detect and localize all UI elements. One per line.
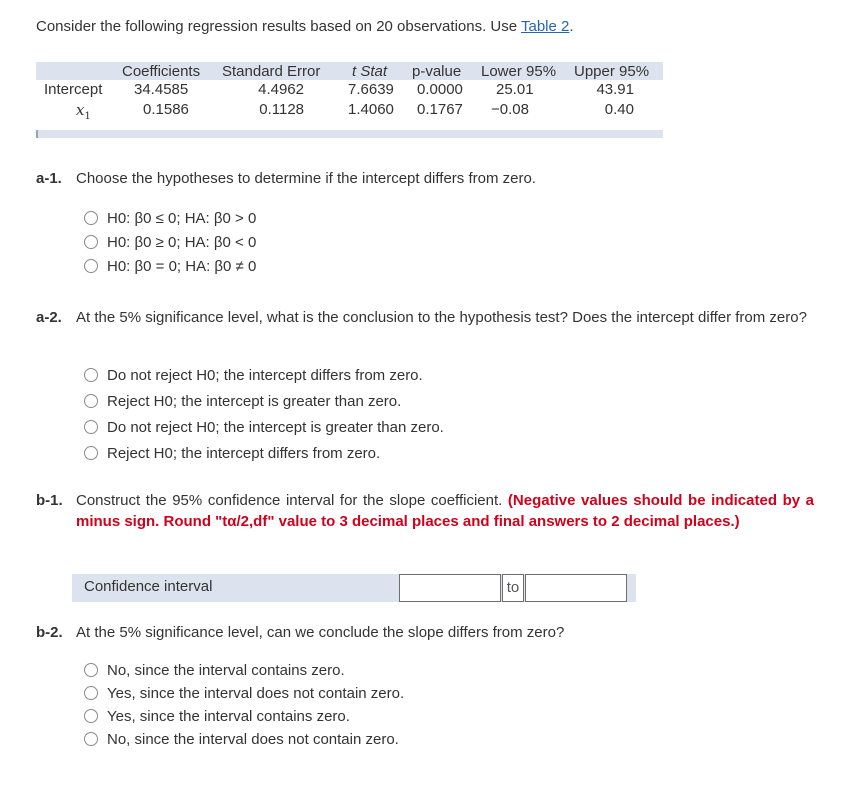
cell: 4.4962: [258, 81, 304, 98]
header-lower-95: Lower 95%: [481, 63, 557, 80]
rounding-instruction: (Negative values should be indicated by a minus sign. Round "tα/2,df" value to 3 decimal places and final answers to 2 decimal places.): [76, 492, 814, 530]
radio-button[interactable]: [84, 211, 98, 225]
table-footer-bar: [36, 130, 663, 138]
question-text: At the 5% significance level, what is the conclusion to the hypothesis test? Does the intercept differ from zero?: [76, 309, 807, 326]
cell: 0.1586: [143, 101, 189, 118]
option-label: H0: β0 = 0; HA: β0 ≠ 0: [107, 258, 257, 275]
radio-button[interactable]: [84, 420, 98, 434]
table-row: [36, 100, 663, 120]
cell: 0.1767: [417, 101, 463, 118]
question-b1: [36, 490, 814, 532]
option-label: H0: β0 ≤ 0; HA: β0 > 0: [107, 210, 257, 227]
table-2-link[interactable]: Table 2: [521, 18, 570, 35]
b2-option-3[interactable]: [84, 708, 350, 730]
question-number: a-2.: [36, 309, 62, 326]
option-label: Reject H0; the intercept differs from zero.: [107, 445, 381, 462]
regression-table: [36, 62, 663, 120]
row-label: $x_1$: [76, 101, 91, 122]
a1-option-3[interactable]: [84, 258, 256, 280]
radio-button[interactable]: [84, 732, 98, 746]
row-label: Intercept: [44, 81, 103, 98]
header-coefficients: Coefficients: [122, 63, 201, 80]
option-label: Yes, since the interval does not contain zero.: [107, 685, 405, 702]
question-a2: [36, 307, 814, 328]
question-number: a-1.: [36, 170, 62, 187]
radio-button[interactable]: [84, 394, 98, 408]
radio-button[interactable]: [84, 709, 98, 723]
cell: 43.91: [596, 81, 634, 98]
question-b2: [36, 622, 814, 643]
option-label: Reject H0; the intercept is greater than zero.: [107, 393, 402, 410]
option-label: Yes, since the interval contains zero.: [107, 708, 350, 725]
cell: 0.0000: [417, 81, 463, 98]
cell: 0.40: [604, 101, 634, 118]
option-label: H0: β0 ≥ 0; HA: β0 < 0: [107, 234, 257, 251]
b2-option-1[interactable]: [84, 662, 345, 684]
header-upper-95: Upper 95%: [574, 63, 650, 80]
a2-option-4[interactable]: [84, 445, 380, 467]
b2-option-2[interactable]: [84, 685, 404, 707]
option-label: No, since the interval does not contain zero.: [107, 731, 399, 748]
ci-upper-input[interactable]: [525, 574, 627, 602]
a2-option-3[interactable]: [84, 419, 444, 441]
question-text: Construct the 95% confidence interval for the slope coefficient. (Negative values should be indicated by a minus sign. Round "tα/2,df" value to 3 decimal places and final answers to 2 decimal places.): [76, 492, 814, 530]
cell: 34.4585: [134, 81, 189, 98]
cell: 7.6639: [348, 81, 394, 98]
cell: 1.4060: [348, 101, 394, 118]
a1-option-1[interactable]: [84, 210, 256, 232]
question-text: At the 5% significance level, can we conclude the slope differs from zero?: [76, 624, 565, 641]
cell: 25.01: [496, 81, 534, 98]
b2-option-4[interactable]: [84, 731, 399, 753]
a2-option-1[interactable]: [84, 367, 423, 389]
question-number: b-1.: [36, 492, 63, 509]
option-label: No, since the interval contains zero.: [107, 662, 345, 679]
radio-button[interactable]: [84, 259, 98, 273]
question-a1: [36, 168, 814, 189]
header-p-value: p-value: [412, 63, 462, 80]
radio-button[interactable]: [84, 446, 98, 460]
cell: −0.08: [491, 101, 529, 118]
confidence-interval-label: Confidence interval: [84, 578, 213, 595]
header-standard-error: Standard Error: [222, 63, 321, 80]
radio-button[interactable]: [84, 368, 98, 382]
question-number: b-2.: [36, 624, 63, 641]
option-label: Do not reject H0; the intercept is greater than zero.: [107, 419, 444, 436]
ci-to-label: to: [502, 574, 524, 602]
a2-option-2[interactable]: [84, 393, 401, 415]
option-label: Do not reject H0; the intercept differs from zero.: [107, 367, 423, 384]
cell: 0.1128: [259, 101, 304, 118]
radio-button[interactable]: [84, 686, 98, 700]
table-header-row: [36, 62, 663, 80]
a1-option-2[interactable]: [84, 234, 256, 256]
question-text: Choose the hypotheses to determine if the intercept differs from zero.: [76, 170, 536, 187]
radio-button[interactable]: [84, 235, 98, 249]
table-row: [36, 80, 663, 100]
ci-lower-input[interactable]: [399, 574, 501, 602]
intro-text: Consider the following regression results based on 20 observations. Use Table 2.: [36, 18, 574, 35]
radio-button[interactable]: [84, 663, 98, 677]
header-t-stat: t Stat: [352, 63, 388, 80]
